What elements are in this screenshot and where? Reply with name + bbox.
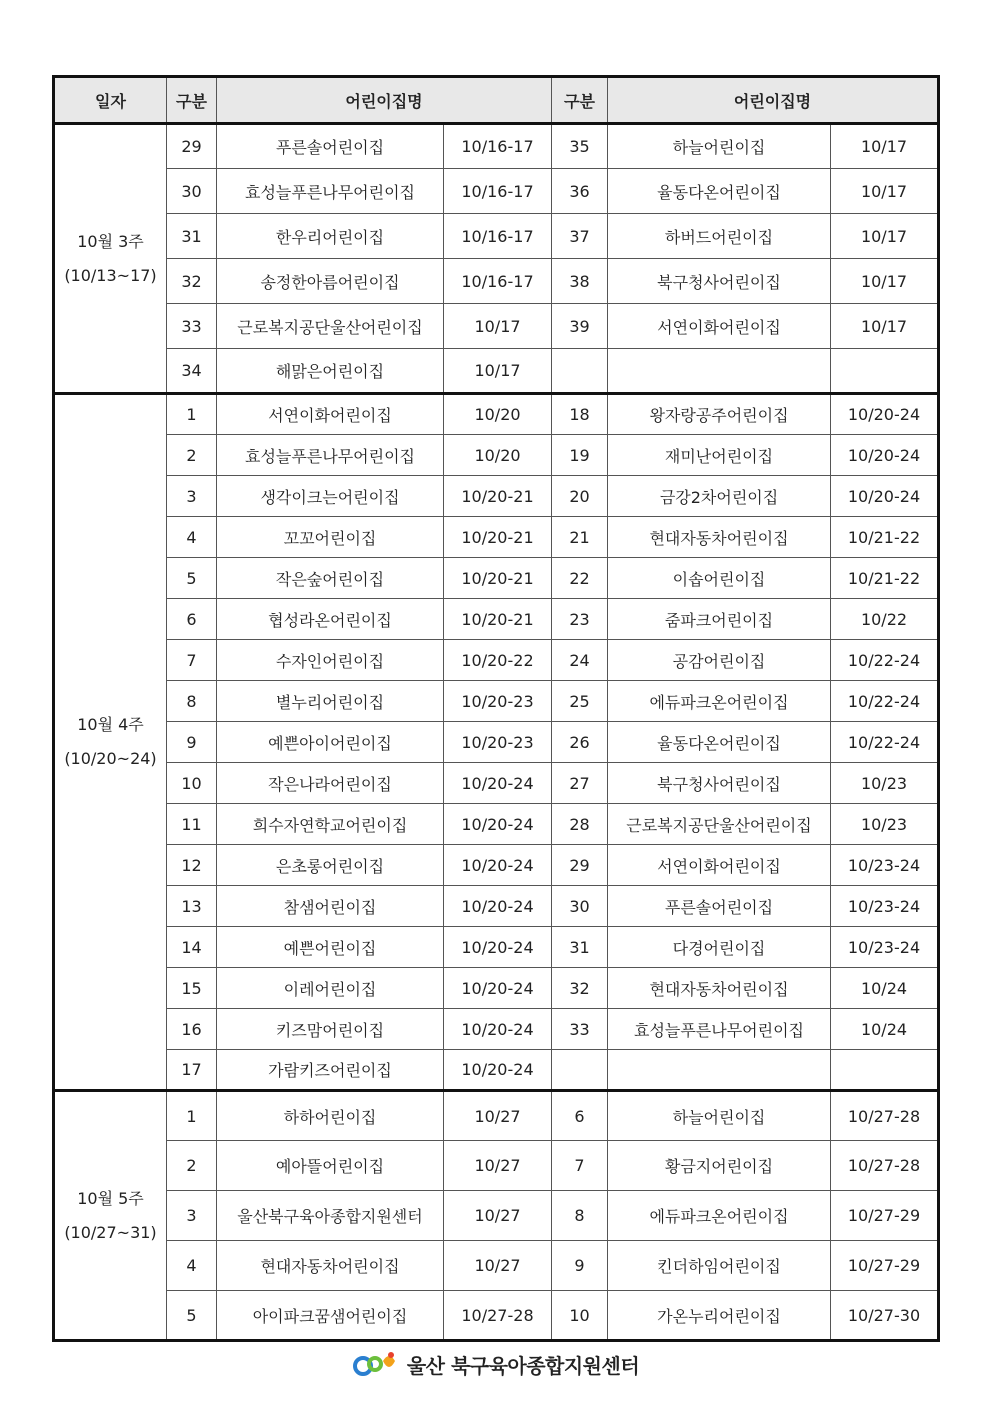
visit-date-right: 10/17 — [831, 124, 939, 169]
table-row — [54, 763, 939, 804]
daycare-name-right: 율동다온어린이집 — [608, 169, 831, 214]
row-number-right: 24 — [552, 640, 608, 681]
daycare-name-right: 재미난어린이집 — [608, 435, 831, 476]
daycare-name-right: 다경어린이집 — [608, 927, 831, 968]
daycare-name-right: 하버드어린이집 — [608, 214, 831, 259]
visit-date-left: 10/20-24 — [444, 845, 552, 886]
daycare-name-right: 율동다온어린이집 — [608, 722, 831, 763]
visit-date-left: 10/20-24 — [444, 927, 552, 968]
table-row — [54, 349, 939, 394]
visit-date-left: 10/20-21 — [444, 476, 552, 517]
daycare-name-left: 효성늘푸른나무어린이집 — [217, 435, 444, 476]
footer — [0, 1346, 992, 1382]
daycare-name-left: 푸른솔어린이집 — [217, 124, 444, 169]
row-number-right: 33 — [552, 1009, 608, 1050]
row-number-right: 28 — [552, 804, 608, 845]
daycare-name-right: 공감어린이집 — [608, 640, 831, 681]
visit-date-left: 10/20-24 — [444, 968, 552, 1009]
visit-date-left: 10/20-21 — [444, 558, 552, 599]
row-number-left: 11 — [167, 804, 217, 845]
daycare-name-right: 하늘어린이집 — [608, 1091, 831, 1141]
week-cell — [54, 1091, 167, 1341]
row-number-right: 37 — [552, 214, 608, 259]
visit-date-right: 10/23 — [831, 804, 939, 845]
row-number-right: 8 — [552, 1191, 608, 1241]
visit-date-right: 10/27-29 — [831, 1241, 939, 1291]
daycare-name-right: 현대자동차어린이집 — [608, 968, 831, 1009]
header-name-left: 어린이집명 — [217, 77, 552, 124]
row-number-left: 8 — [167, 681, 217, 722]
row-number-left: 9 — [167, 722, 217, 763]
daycare-name-left: 송정한아름어린이집 — [217, 259, 444, 304]
visit-date-right: 10/20-24 — [831, 435, 939, 476]
org-name: 울산 북구육아종합지원센터 — [406, 1353, 640, 1378]
row-number-right: 10 — [552, 1291, 608, 1341]
daycare-name-left: 울산북구육아종합지원센터 — [217, 1191, 444, 1241]
visit-date-right: 10/24 — [831, 968, 939, 1009]
row-number-right: 6 — [552, 1091, 608, 1141]
row-number-right: 21 — [552, 517, 608, 558]
center-logo-icon — [353, 1349, 399, 1379]
table-row — [54, 1291, 939, 1341]
row-number-left: 17 — [167, 1050, 217, 1091]
row-number-left: 1 — [167, 1091, 217, 1141]
visit-date-left: 10/20-23 — [444, 722, 552, 763]
daycare-name-right: 북구청사어린이집 — [608, 763, 831, 804]
row-number-right: 18 — [552, 394, 608, 435]
visit-date-left: 10/27 — [444, 1091, 552, 1141]
table-row — [54, 927, 939, 968]
visit-date-right — [831, 1050, 939, 1091]
daycare-name-left: 키즈맘어린이집 — [217, 1009, 444, 1050]
row-number-left: 3 — [167, 1191, 217, 1241]
week-range: (10/13~17) — [64, 265, 157, 285]
row-number-right: 27 — [552, 763, 608, 804]
visit-date-right: 10/17 — [831, 214, 939, 259]
week-range: (10/27~31) — [64, 1222, 157, 1242]
table-row — [54, 259, 939, 304]
visit-date-right: 10/23 — [831, 763, 939, 804]
row-number-left: 15 — [167, 968, 217, 1009]
visit-date-right: 10/22-24 — [831, 640, 939, 681]
visit-date-left: 10/20-24 — [444, 1009, 552, 1050]
visit-date-left: 10/20-24 — [444, 804, 552, 845]
daycare-name-right: 에듀파크온어린이집 — [608, 681, 831, 722]
header-row — [54, 77, 939, 124]
row-number-left: 12 — [167, 845, 217, 886]
visit-date-right: 10/22-24 — [831, 681, 939, 722]
visit-date-left: 10/20-24 — [444, 1050, 552, 1091]
daycare-name-right: 효성늘푸른나무어린이집 — [608, 1009, 831, 1050]
table-row — [54, 1191, 939, 1241]
row-number-left: 33 — [167, 304, 217, 349]
table-row — [54, 558, 939, 599]
visit-date-left: 10/20-24 — [444, 886, 552, 927]
daycare-name-left: 예쁜아이어린이집 — [217, 722, 444, 763]
visit-date-left: 10/20-22 — [444, 640, 552, 681]
row-number-right: 19 — [552, 435, 608, 476]
row-number-left: 16 — [167, 1009, 217, 1050]
visit-date-right: 10/21-22 — [831, 517, 939, 558]
table-row — [54, 681, 939, 722]
visit-date-right: 10/23-24 — [831, 845, 939, 886]
daycare-name-right: 이솝어린이집 — [608, 558, 831, 599]
schedule-table — [52, 75, 940, 1342]
daycare-name-left: 협성라온어린이집 — [217, 599, 444, 640]
daycare-name-right: 에듀파크온어린이집 — [608, 1191, 831, 1241]
schedule-body — [54, 124, 939, 1341]
daycare-name-right: 줌파크어린이집 — [608, 599, 831, 640]
table-row — [54, 640, 939, 681]
table-row — [54, 722, 939, 763]
daycare-name-left: 예아뜰어린이집 — [217, 1141, 444, 1191]
daycare-name-left: 서연이화어린이집 — [217, 394, 444, 435]
daycare-name-right: 북구청사어린이집 — [608, 259, 831, 304]
row-number-left: 4 — [167, 517, 217, 558]
daycare-name-left: 생각이크는어린이집 — [217, 476, 444, 517]
table-row — [54, 1050, 939, 1091]
daycare-name-right: 현대자동차어린이집 — [608, 517, 831, 558]
visit-date-left: 10/20 — [444, 435, 552, 476]
visit-date-right: 10/27-28 — [831, 1091, 939, 1141]
visit-date-right: 10/20-24 — [831, 394, 939, 435]
table-row — [54, 435, 939, 476]
daycare-name-left: 예쁜어린이집 — [217, 927, 444, 968]
visit-date-left: 10/17 — [444, 349, 552, 394]
week-cell — [54, 124, 167, 394]
row-number-right: 29 — [552, 845, 608, 886]
daycare-name-left: 가람키즈어린이집 — [217, 1050, 444, 1091]
daycare-name-right — [608, 349, 831, 394]
table-row — [54, 804, 939, 845]
visit-date-left: 10/20-23 — [444, 681, 552, 722]
daycare-name-right: 서연이화어린이집 — [608, 304, 831, 349]
row-number-right — [552, 349, 608, 394]
row-number-right: 9 — [552, 1241, 608, 1291]
visit-date-left: 10/16-17 — [444, 259, 552, 304]
visit-date-right: 10/22 — [831, 599, 939, 640]
visit-date-right: 10/21-22 — [831, 558, 939, 599]
row-number-left: 5 — [167, 1291, 217, 1341]
row-number-right: 20 — [552, 476, 608, 517]
header-date: 일자 — [54, 77, 167, 124]
row-number-left: 7 — [167, 640, 217, 681]
daycare-name-right: 푸른솔어린이집 — [608, 886, 831, 927]
row-number-right: 30 — [552, 886, 608, 927]
table-row — [54, 394, 939, 435]
row-number-left: 4 — [167, 1241, 217, 1291]
daycare-name-right: 서연이화어린이집 — [608, 845, 831, 886]
header-type-left: 구분 — [167, 77, 217, 124]
visit-date-right: 10/17 — [831, 169, 939, 214]
visit-date-left: 10/16-17 — [444, 169, 552, 214]
table-row — [54, 1091, 939, 1141]
visit-date-left: 10/20-21 — [444, 517, 552, 558]
visit-date-left: 10/27 — [444, 1191, 552, 1241]
table-row — [54, 517, 939, 558]
row-number-left: 32 — [167, 259, 217, 304]
daycare-name-left: 현대자동차어린이집 — [217, 1241, 444, 1291]
row-number-right: 32 — [552, 968, 608, 1009]
table-row — [54, 886, 939, 927]
table-row — [54, 304, 939, 349]
visit-date-left: 10/27 — [444, 1241, 552, 1291]
table-row — [54, 476, 939, 517]
row-number-right: 26 — [552, 722, 608, 763]
table-row — [54, 124, 939, 169]
table-row — [54, 169, 939, 214]
week-range: (10/20~24) — [64, 749, 157, 768]
visit-date-left: 10/27 — [444, 1141, 552, 1191]
row-number-right: 38 — [552, 259, 608, 304]
row-number-left: 5 — [167, 558, 217, 599]
daycare-name-left: 별누리어린이집 — [217, 681, 444, 722]
row-number-right: 23 — [552, 599, 608, 640]
table-row — [54, 968, 939, 1009]
daycare-name-right: 가온누리어린이집 — [608, 1291, 831, 1341]
row-number-left: 14 — [167, 927, 217, 968]
row-number-left: 1 — [167, 394, 217, 435]
week-label: 10월 4주 — [77, 715, 144, 734]
row-number-right: 31 — [552, 927, 608, 968]
row-number-right: 36 — [552, 169, 608, 214]
row-number-left: 3 — [167, 476, 217, 517]
visit-date-right: 10/23-24 — [831, 927, 939, 968]
daycare-name-right: 왕자랑공주어린이집 — [608, 394, 831, 435]
daycare-name-left: 참샘어린이집 — [217, 886, 444, 927]
daycare-name-left: 희수자연학교어린이집 — [217, 804, 444, 845]
row-number-left: 29 — [167, 124, 217, 169]
visit-date-left: 10/17 — [444, 304, 552, 349]
daycare-name-right: 황금지어린이집 — [608, 1141, 831, 1191]
visit-date-left: 10/16-17 — [444, 214, 552, 259]
visit-date-right — [831, 349, 939, 394]
week-label: 10월 5주 — [77, 1188, 144, 1208]
visit-date-right: 10/24 — [831, 1009, 939, 1050]
row-number-left: 31 — [167, 214, 217, 259]
row-number-right: 39 — [552, 304, 608, 349]
daycare-name-left: 아이파크꿈샘어린이집 — [217, 1291, 444, 1341]
table-row — [54, 1141, 939, 1191]
table-row — [54, 845, 939, 886]
visit-date-right: 10/23-24 — [831, 886, 939, 927]
daycare-name-right: 근로복지공단울산어린이집 — [608, 804, 831, 845]
row-number-right: 7 — [552, 1141, 608, 1191]
visit-date-left: 10/27-28 — [444, 1291, 552, 1341]
row-number-left: 10 — [167, 763, 217, 804]
daycare-name-left: 한우리어린이집 — [217, 214, 444, 259]
table-row — [54, 214, 939, 259]
table-row — [54, 599, 939, 640]
header-name-right: 어린이집명 — [608, 77, 939, 124]
daycare-name-right: 하늘어린이집 — [608, 124, 831, 169]
row-number-left: 2 — [167, 435, 217, 476]
daycare-name-right — [608, 1050, 831, 1091]
visit-date-right: 10/27-30 — [831, 1291, 939, 1341]
daycare-name-left: 꼬꼬어린이집 — [217, 517, 444, 558]
daycare-name-left: 근로복지공단울산어린이집 — [217, 304, 444, 349]
table-row — [54, 1009, 939, 1050]
row-number-right: 25 — [552, 681, 608, 722]
visit-date-left: 10/20-24 — [444, 763, 552, 804]
row-number-left: 2 — [167, 1141, 217, 1191]
visit-date-left: 10/20-21 — [444, 599, 552, 640]
week-label: 10월 3주 — [77, 231, 144, 251]
row-number-left: 34 — [167, 349, 217, 394]
row-number-right: 22 — [552, 558, 608, 599]
header-type-right: 구분 — [552, 77, 608, 124]
daycare-name-left: 이레어린이집 — [217, 968, 444, 1009]
visit-date-left: 10/16-17 — [444, 124, 552, 169]
daycare-name-left: 은초롱어린이집 — [217, 845, 444, 886]
visit-date-right: 10/20-24 — [831, 476, 939, 517]
daycare-name-left: 효성늘푸른나무어린이집 — [217, 169, 444, 214]
daycare-name-right: 금강2차어린이집 — [608, 476, 831, 517]
visit-date-right: 10/17 — [831, 304, 939, 349]
daycare-name-left: 작은나라어린이집 — [217, 763, 444, 804]
visit-date-right: 10/22-24 — [831, 722, 939, 763]
visit-date-right: 10/27-29 — [831, 1191, 939, 1241]
visit-date-left: 10/20 — [444, 394, 552, 435]
row-number-right: 35 — [552, 124, 608, 169]
daycare-name-left: 작은숲어린이집 — [217, 558, 444, 599]
daycare-name-left: 해맑은어린이집 — [217, 349, 444, 394]
row-number-right — [552, 1050, 608, 1091]
visit-date-right: 10/27-28 — [831, 1141, 939, 1191]
daycare-name-left: 수자인어린이집 — [217, 640, 444, 681]
row-number-left: 13 — [167, 886, 217, 927]
visit-date-right: 10/17 — [831, 259, 939, 304]
week-cell — [54, 394, 167, 1091]
daycare-name-right: 킨더하임어린이집 — [608, 1241, 831, 1291]
daycare-name-left: 하하어린이집 — [217, 1091, 444, 1141]
table-row — [54, 1241, 939, 1291]
row-number-left: 30 — [167, 169, 217, 214]
row-number-left: 6 — [167, 599, 217, 640]
